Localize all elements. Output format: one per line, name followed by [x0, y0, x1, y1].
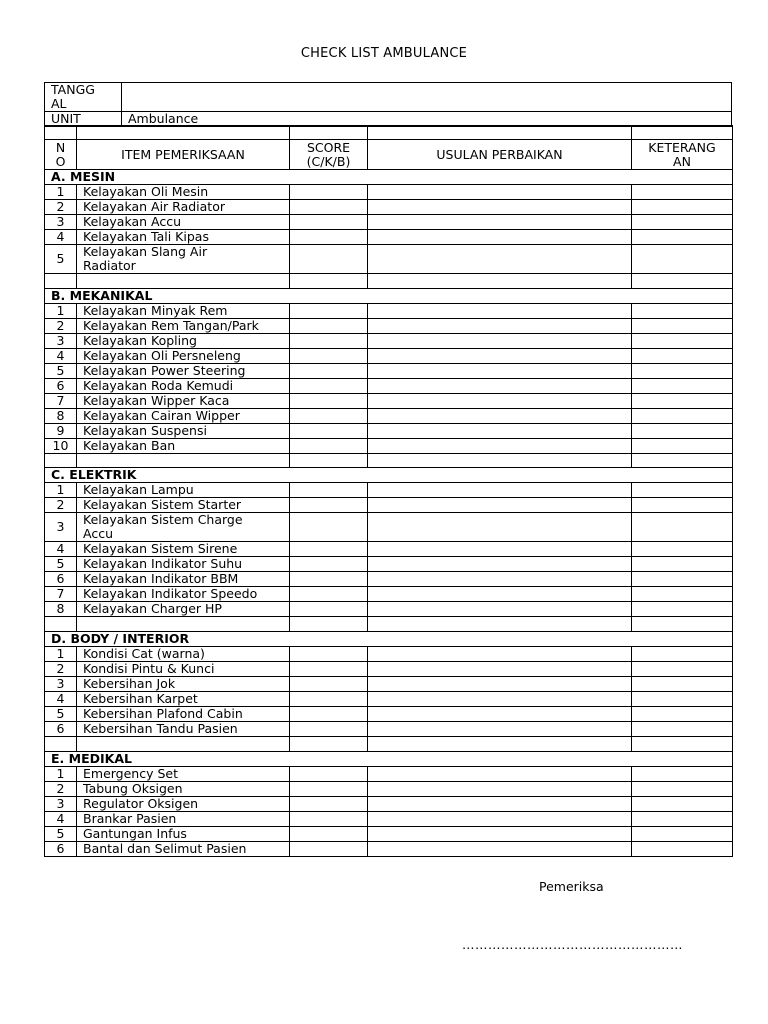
section-header-row: [45, 632, 733, 647]
item-number: 2: [45, 200, 77, 215]
item-number: 7: [45, 393, 77, 408]
table-row: [45, 333, 733, 348]
item-number: 2: [45, 662, 77, 677]
item-label-line1: Kebersihan Plafond Cabin: [83, 706, 243, 722]
usulan-cell[interactable]: [368, 318, 632, 333]
col-item-header: ITEM PEMERIKSAAN: [77, 140, 290, 170]
usulan-cell[interactable]: [368, 722, 632, 737]
keterangan-cell[interactable]: [632, 647, 733, 662]
score-cell[interactable]: [290, 245, 368, 274]
item-number: 5: [45, 363, 77, 378]
usulan-cell[interactable]: [368, 662, 632, 677]
score-cell[interactable]: [290, 707, 368, 722]
table-row: [45, 602, 733, 617]
table-row: [45, 557, 733, 572]
item-label-line1: Kelayakan Charger HP: [83, 601, 222, 617]
usulan-cell[interactable]: [368, 513, 632, 542]
item-label: [77, 692, 290, 707]
unit-value[interactable]: Ambulance: [122, 112, 732, 127]
item-label-line1: Kelayakan Oli Persneleng: [83, 348, 241, 363]
item-number: 2: [45, 781, 77, 796]
item-label-line1: Kelayakan Indikator Speedo: [83, 586, 258, 602]
item-number: 3: [45, 513, 77, 542]
score-cell[interactable]: [290, 200, 368, 215]
usulan-cell[interactable]: [368, 826, 632, 841]
keterangan-cell[interactable]: [632, 185, 733, 200]
score-cell[interactable]: [290, 766, 368, 781]
item-label: [77, 722, 290, 737]
score-cell[interactable]: [290, 557, 368, 572]
item-label: [77, 841, 290, 856]
column-header-row: [45, 140, 733, 170]
item-label-line1: Kelayakan Sistem Sirene: [83, 541, 238, 557]
section-header-row: [45, 170, 733, 185]
table-row: [45, 393, 733, 408]
usulan-cell[interactable]: [368, 587, 632, 602]
usulan-cell[interactable]: [368, 408, 632, 423]
blank-row: [45, 737, 733, 752]
item-number: 8: [45, 408, 77, 423]
item-label: [77, 230, 290, 245]
item-number: 4: [45, 542, 77, 557]
blank-cell[interactable]: [632, 453, 733, 468]
item-label-line1: Kelayakan Kopling: [83, 333, 197, 348]
score-cell[interactable]: [290, 826, 368, 841]
item-number: 5: [45, 707, 77, 722]
item-label: [77, 677, 290, 692]
item-number: 9: [45, 423, 77, 438]
usulan-cell[interactable]: [368, 766, 632, 781]
score-cell[interactable]: [290, 303, 368, 318]
item-number: 4: [45, 811, 77, 826]
keterangan-cell[interactable]: [632, 318, 733, 333]
col-score-header: SCORE (C/K/B): [290, 140, 368, 170]
usulan-cell[interactable]: [368, 303, 632, 318]
item-label: [77, 647, 290, 662]
score-cell[interactable]: [290, 318, 368, 333]
score-cell[interactable]: [290, 722, 368, 737]
keterangan-cell[interactable]: [632, 796, 733, 811]
table-row: [45, 408, 733, 423]
keterangan-cell[interactable]: [632, 766, 733, 781]
item-label: [77, 438, 290, 453]
score-cell[interactable]: [290, 542, 368, 557]
blank-cell[interactable]: [45, 737, 77, 752]
item-label: [77, 707, 290, 722]
item-label-line2: Radiator: [83, 258, 136, 273]
item-label: [77, 483, 290, 498]
score-cell[interactable]: [290, 230, 368, 245]
item-number: 2: [45, 318, 77, 333]
item-number: 10: [45, 438, 77, 453]
blank-cell[interactable]: [632, 617, 733, 632]
item-label: [77, 572, 290, 587]
item-label: [77, 781, 290, 796]
blank-cell[interactable]: [632, 274, 733, 289]
table-row: [45, 647, 733, 662]
keterangan-cell[interactable]: [632, 557, 733, 572]
usulan-cell[interactable]: [368, 333, 632, 348]
score-cell[interactable]: [290, 423, 368, 438]
spacer-row: [45, 126, 733, 140]
item-label-line1: Kelayakan Lampu: [83, 482, 194, 498]
section-label: E. MEDIKAL: [45, 751, 733, 766]
item-label-line1: Kelayakan Indikator Suhu: [83, 556, 243, 572]
pemeriksa-label: Pemeriksa: [539, 879, 604, 894]
item-label-line1: Kebersihan Karpet: [83, 691, 198, 707]
item-label-line1: Kelayakan Sistem Starter: [83, 497, 242, 513]
score-cell[interactable]: [290, 185, 368, 200]
table-row: [45, 766, 733, 781]
item-number: 3: [45, 796, 77, 811]
keterangan-cell[interactable]: [632, 542, 733, 557]
item-label: [77, 348, 290, 363]
item-label-line1: Gantungan Infus: [83, 826, 187, 841]
item-label: [77, 587, 290, 602]
table-row: [45, 245, 733, 274]
item-number: 1: [45, 303, 77, 318]
header-table: [44, 82, 732, 127]
usulan-cell[interactable]: [368, 677, 632, 692]
item-label-line1: Bantal dan Selimut Pasien: [83, 841, 247, 856]
item-label: [77, 811, 290, 826]
item-number: 8: [45, 602, 77, 617]
score-cell[interactable]: [290, 692, 368, 707]
item-number: 1: [45, 185, 77, 200]
item-label: [77, 826, 290, 841]
table-row: [45, 215, 733, 230]
blank-cell[interactable]: [77, 453, 290, 468]
item-label-line1: Kelayakan Minyak Rem: [83, 303, 228, 318]
item-label: [77, 200, 290, 215]
keterangan-cell[interactable]: [632, 677, 733, 692]
usulan-cell[interactable]: [368, 363, 632, 378]
score-cell[interactable]: [290, 677, 368, 692]
section-header-row: [45, 468, 733, 483]
item-number: 4: [45, 348, 77, 363]
blank-cell[interactable]: [77, 617, 290, 632]
item-number: 1: [45, 647, 77, 662]
item-number: 6: [45, 572, 77, 587]
item-label-line1: Kelayakan Slang Air: [83, 244, 208, 259]
item-label: [77, 303, 290, 318]
item-label-line1: Kebersihan Jok: [83, 676, 176, 692]
score-cell[interactable]: [290, 662, 368, 677]
table-row: [45, 513, 733, 542]
item-label-line1: Kelayakan Accu: [83, 214, 182, 229]
table-row: [45, 572, 733, 587]
item-number: 6: [45, 841, 77, 856]
score-cell[interactable]: [290, 348, 368, 363]
table-row: [45, 677, 733, 692]
item-label-line1: Regulator Oksigen: [83, 796, 199, 811]
item-label: [77, 557, 290, 572]
item-label: [77, 662, 290, 677]
section-label: D. BODY / INTERIOR: [45, 632, 733, 647]
blank-cell[interactable]: [368, 617, 632, 632]
table-row: [45, 692, 733, 707]
keterangan-cell[interactable]: [632, 245, 733, 274]
score-cell[interactable]: [290, 841, 368, 856]
keterangan-cell[interactable]: [632, 811, 733, 826]
keterangan-cell[interactable]: [632, 303, 733, 318]
table-row: [45, 230, 733, 245]
table-row: [45, 796, 733, 811]
section-header-row: [45, 288, 733, 303]
item-number: 6: [45, 378, 77, 393]
item-label-line1: Kelayakan Indikator BBM: [83, 571, 239, 587]
keterangan-cell[interactable]: [632, 498, 733, 513]
section-label: B. MEKANIKAL: [45, 288, 733, 303]
score-cell[interactable]: [290, 438, 368, 453]
keterangan-cell[interactable]: [632, 483, 733, 498]
keterangan-cell[interactable]: [632, 378, 733, 393]
item-label-line1: Kelayakan Roda Kemudi: [83, 378, 234, 393]
score-cell[interactable]: [290, 363, 368, 378]
item-label: [77, 542, 290, 557]
score-cell[interactable]: [290, 333, 368, 348]
item-number: 5: [45, 826, 77, 841]
item-label: [77, 378, 290, 393]
blank-cell[interactable]: [290, 737, 368, 752]
item-number: 7: [45, 587, 77, 602]
usulan-cell[interactable]: [368, 796, 632, 811]
table-row: [45, 587, 733, 602]
item-number: 6: [45, 722, 77, 737]
keterangan-cell[interactable]: [632, 572, 733, 587]
keterangan-cell[interactable]: [632, 393, 733, 408]
col-usulan-header: USULAN PERBAIKAN: [368, 140, 632, 170]
table-row: [45, 348, 733, 363]
item-number: 5: [45, 557, 77, 572]
item-label: [77, 602, 290, 617]
keterangan-cell[interactable]: [632, 513, 733, 542]
usulan-cell[interactable]: [368, 498, 632, 513]
usulan-cell[interactable]: [368, 602, 632, 617]
blank-cell[interactable]: [290, 274, 368, 289]
item-label-line1: Kelayakan Sistem Charge: [83, 512, 243, 528]
keterangan-cell[interactable]: [632, 662, 733, 677]
keterangan-cell[interactable]: [632, 438, 733, 453]
blank-cell[interactable]: [290, 453, 368, 468]
keterangan-cell[interactable]: [632, 348, 733, 363]
score-cell[interactable]: [290, 796, 368, 811]
blank-cell[interactable]: [45, 617, 77, 632]
item-label: [77, 513, 290, 542]
blank-row: [45, 453, 733, 468]
item-label-line1: Kelayakan Rem Tangan/Park: [83, 318, 259, 333]
item-label-line1: Kelayakan Wipper Kaca: [83, 393, 230, 408]
section-label: A. MESIN: [45, 170, 733, 185]
item-label: [77, 423, 290, 438]
usulan-cell[interactable]: [368, 438, 632, 453]
item-label-line1: Kondisi Pintu & Kunci: [83, 661, 215, 677]
score-cell[interactable]: [290, 408, 368, 423]
item-label-line1: Kebersihan Tandu Pasien: [83, 721, 238, 737]
tanggal-value[interactable]: [122, 83, 732, 112]
usulan-cell[interactable]: [368, 572, 632, 587]
usulan-cell[interactable]: [368, 781, 632, 796]
item-label: [77, 498, 290, 513]
score-cell[interactable]: [290, 378, 368, 393]
usulan-cell[interactable]: [368, 423, 632, 438]
item-label-line1: Kelayakan Air Radiator: [83, 199, 225, 214]
section-label: C. ELEKTRIK: [45, 468, 733, 483]
table-row: [45, 781, 733, 796]
item-label-line1: Brankar Pasien: [83, 811, 177, 826]
item-number: 3: [45, 215, 77, 230]
blank-row: [45, 617, 733, 632]
blank-cell[interactable]: [77, 737, 290, 752]
page-title: CHECK LIST AMBULANCE: [300, 46, 468, 61]
usulan-cell[interactable]: [368, 230, 632, 245]
item-number: 3: [45, 677, 77, 692]
usulan-cell[interactable]: [368, 707, 632, 722]
col-keterangan-header: KETERANG AN: [632, 140, 733, 170]
keterangan-cell[interactable]: [632, 587, 733, 602]
table-row: [45, 438, 733, 453]
item-number: 2: [45, 498, 77, 513]
keterangan-cell[interactable]: [632, 363, 733, 378]
item-label-line1: Tabung Oksigen: [83, 781, 183, 796]
unit-label: UNIT: [45, 112, 122, 127]
section-header-row: [45, 751, 733, 766]
table-row: [45, 662, 733, 677]
score-cell[interactable]: [290, 587, 368, 602]
usulan-cell[interactable]: [368, 245, 632, 274]
usulan-cell[interactable]: [368, 200, 632, 215]
usulan-cell[interactable]: [368, 215, 632, 230]
keterangan-cell[interactable]: [632, 707, 733, 722]
item-label-line1: Emergency Set: [83, 766, 179, 781]
score-cell[interactable]: [290, 811, 368, 826]
item-number: 4: [45, 230, 77, 245]
tanggal-row: [45, 83, 732, 112]
signature-line: ……………………………………………: [462, 937, 683, 952]
usulan-cell[interactable]: [368, 557, 632, 572]
usulan-cell[interactable]: [368, 378, 632, 393]
item-number: 5: [45, 245, 77, 274]
table-row: [45, 423, 733, 438]
score-cell[interactable]: [290, 572, 368, 587]
item-number: 1: [45, 766, 77, 781]
score-cell[interactable]: [290, 647, 368, 662]
keterangan-cell[interactable]: [632, 200, 733, 215]
usulan-cell[interactable]: [368, 542, 632, 557]
blank-cell[interactable]: [290, 617, 368, 632]
keterangan-cell[interactable]: [632, 826, 733, 841]
item-label: [77, 318, 290, 333]
table-row: [45, 811, 733, 826]
keterangan-cell[interactable]: [632, 215, 733, 230]
table-row: [45, 185, 733, 200]
item-label: [77, 796, 290, 811]
usulan-cell[interactable]: [368, 348, 632, 363]
table-row: [45, 318, 733, 333]
keterangan-cell[interactable]: [632, 841, 733, 856]
keterangan-cell[interactable]: [632, 722, 733, 737]
score-cell[interactable]: [290, 602, 368, 617]
score-cell[interactable]: [290, 781, 368, 796]
item-label: [77, 363, 290, 378]
item-label-line1: Kelayakan Oli Mesin: [83, 184, 209, 199]
item-number: 1: [45, 483, 77, 498]
usulan-cell[interactable]: [368, 185, 632, 200]
table-row: [45, 303, 733, 318]
item-label-line1: Kondisi Cat (warna): [83, 646, 205, 662]
keterangan-cell[interactable]: [632, 602, 733, 617]
keterangan-cell[interactable]: [632, 781, 733, 796]
score-cell[interactable]: [290, 393, 368, 408]
table-row: [45, 722, 733, 737]
blank-cell[interactable]: [77, 274, 290, 289]
table-row: [45, 498, 733, 513]
table-row: [45, 841, 733, 856]
item-label: [77, 215, 290, 230]
item-label-line1: Kelayakan Cairan Wipper: [83, 408, 240, 423]
table-row: [45, 200, 733, 215]
usulan-cell[interactable]: [368, 647, 632, 662]
item-label: [77, 766, 290, 781]
usulan-cell[interactable]: [368, 692, 632, 707]
usulan-cell[interactable]: [368, 483, 632, 498]
item-label-line1: Kelayakan Suspensi: [83, 423, 207, 438]
keterangan-cell[interactable]: [632, 408, 733, 423]
score-cell[interactable]: [290, 498, 368, 513]
blank-cell[interactable]: [368, 737, 632, 752]
blank-cell[interactable]: [632, 737, 733, 752]
item-label-line1: Kelayakan Power Steering: [83, 363, 246, 378]
item-label-line2: Accu: [83, 526, 113, 542]
blank-cell[interactable]: [368, 274, 632, 289]
item-label-line1: Kelayakan Tali Kipas: [83, 229, 209, 244]
score-cell[interactable]: [290, 513, 368, 542]
item-number: 4: [45, 692, 77, 707]
item-number: 3: [45, 333, 77, 348]
keterangan-cell[interactable]: [632, 423, 733, 438]
keterangan-cell[interactable]: [632, 333, 733, 348]
blank-cell[interactable]: [45, 274, 77, 289]
usulan-cell[interactable]: [368, 393, 632, 408]
blank-cell[interactable]: [368, 453, 632, 468]
usulan-cell[interactable]: [368, 841, 632, 856]
table-row: [45, 363, 733, 378]
keterangan-cell[interactable]: [632, 230, 733, 245]
item-label: [77, 393, 290, 408]
table-row: [45, 542, 733, 557]
item-label-line1: Kelayakan Ban: [83, 438, 176, 453]
table-row: [45, 483, 733, 498]
item-label: [77, 408, 290, 423]
tanggal-label: TANGG AL: [45, 83, 122, 112]
blank-row: [45, 274, 733, 289]
blank-cell[interactable]: [45, 453, 77, 468]
item-label: [77, 333, 290, 348]
score-cell[interactable]: [290, 215, 368, 230]
table-row: [45, 378, 733, 393]
score-cell[interactable]: [290, 483, 368, 498]
item-label: [77, 245, 290, 274]
keterangan-cell[interactable]: [632, 692, 733, 707]
table-row: [45, 707, 733, 722]
item-label: [77, 185, 290, 200]
usulan-cell[interactable]: [368, 811, 632, 826]
table-row: [45, 826, 733, 841]
checklist-table: [44, 125, 733, 857]
col-no-header: N O: [45, 140, 77, 170]
